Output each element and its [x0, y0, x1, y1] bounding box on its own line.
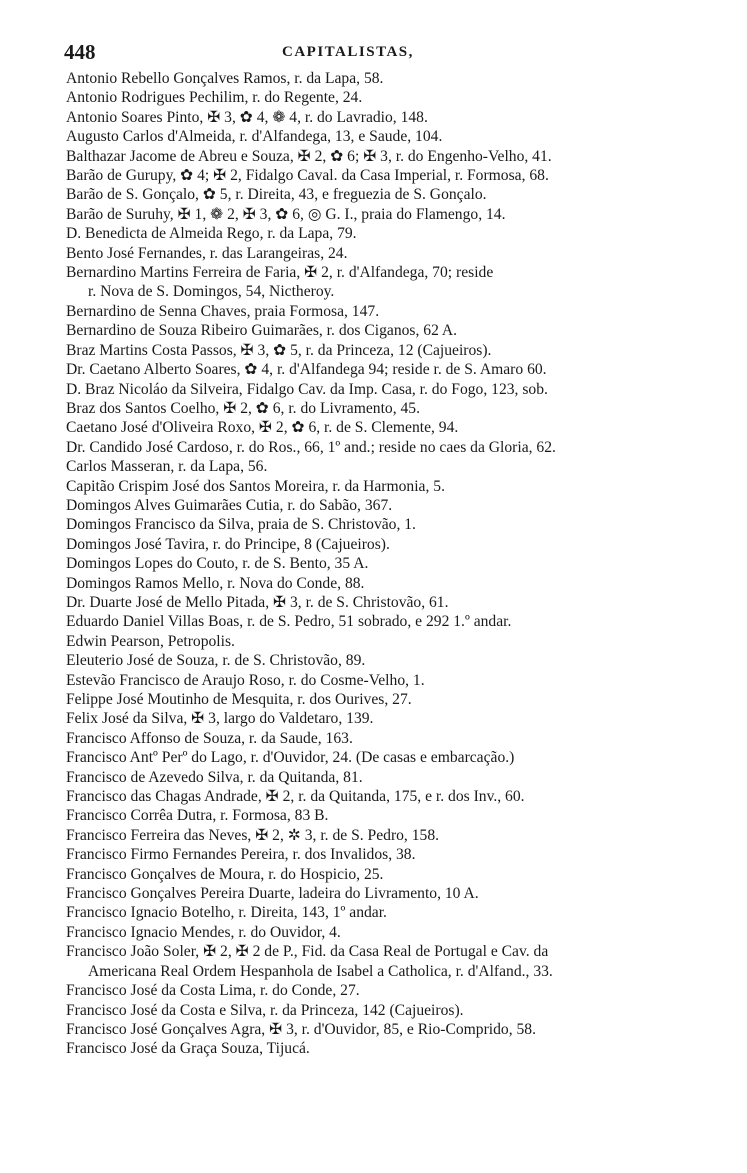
directory-entry: Caetano José d'Oliveira Roxo, ✠ 2, ✿ 6, r. de S. Clemente, 94.	[66, 419, 459, 437]
directory-entry: Barão de Gurupy, ✿ 4; ✠ 2, Fidalgo Caval. da Casa Imperial, r. Formosa, 68.	[66, 167, 549, 185]
directory-entry: Barão de S. Gonçalo, ✿ 5, r. Direita, 43, e freguezia de S. Gonçalo.	[66, 186, 487, 204]
directory-entry: Bernardino Martins Ferreira de Faria, ✠ 2, r. d'Alfandega, 70; reside	[66, 264, 494, 282]
directory-entry: Domingos José Tavira, r. do Principe, 8 (Cajueiros).	[66, 535, 390, 553]
page-number: 448	[64, 40, 96, 64]
directory-entry: D. Benedicta de Almeida Rego, r. da Lapa, 79.	[66, 225, 357, 243]
directory-entry: Eduardo Daniel Villas Boas, r. de S. Pedro, 51 sobrado, e 292 1.º andar.	[66, 613, 512, 631]
directory-entry: Francisco Firmo Fernandes Pereira, r. dos Invalidos, 38.	[66, 846, 416, 864]
directory-entry: Francisco das Chagas Andrade, ✠ 2, r. da Quitanda, 175, e r. dos Inv., 60.	[66, 788, 525, 806]
directory-entry: Bento José Fernandes, r. das Larangeiras, 24.	[66, 244, 348, 262]
directory-entry: Domingos Francisco da Silva, praia de S. Christovão, 1.	[66, 516, 416, 534]
directory-entry: Francisco João Soler, ✠ 2, ✠ 2 de P., Fid. da Casa Real de Portugal e Cav. da	[66, 943, 549, 961]
directory-entry: Dr. Candido José Cardoso, r. do Ros., 66, 1º and.; reside no caes da Gloria, 62.	[66, 438, 556, 456]
directory-entry: Felix José da Silva, ✠ 3, largo do Valdetaro, 139.	[66, 710, 374, 728]
page-header	[64, 40, 704, 66]
directory-entry: Carlos Masseran, r. da Lapa, 56.	[66, 458, 268, 476]
running-title: CAPITALISTAS,	[282, 44, 414, 60]
directory-entry: Francisco Ignacio Botelho, r. Direita, 143, 1º andar.	[66, 904, 387, 922]
directory-entry: Balthazar Jacome de Abreu e Souza, ✠ 2, ✿ 6; ✠ 3, r. do Engenho-Velho, 41.	[66, 147, 552, 165]
directory-entry: Barão de Suruhy, ✠ 1, ❁ 2, ✠ 3, ✿ 6, ◎ G. I., praia do Flamengo, 14.	[66, 205, 506, 223]
directory-entry: D. Braz Nicoláo da Silveira, Fidalgo Cav. da Imp. Casa, r. do Fogo, 123, sob.	[66, 380, 548, 398]
directory-entry: Capitão Crispim José dos Santos Moreira, r. da Harmonia, 5.	[66, 477, 445, 495]
directory-entry: Augusto Carlos d'Almeida, r. d'Alfandega, 13, e Saude, 104.	[66, 128, 443, 146]
directory-entry: Bernardino de Souza Ribeiro Guimarães, r. dos Ciganos, 62 A.	[66, 322, 458, 340]
directory-entry: Francisco José da Costa Lima, r. do Conde, 27.	[66, 982, 360, 1000]
directory-entry: Francisco José da Costa e Silva, r. da Princeza, 142 (Cajueiros).	[66, 1001, 464, 1019]
directory-entry-continuation: r. Nova de S. Domingos, 54, Nictheroy.	[88, 283, 335, 301]
directory-entry: Francisco Gonçalves Pereira Duarte, ladeira do Livramento, 10 A.	[66, 885, 479, 903]
directory-entry: Francisco Gonçalves de Moura, r. do Hospicio, 25.	[66, 865, 384, 883]
directory-entry: Eleuterio José de Souza, r. de S. Christovão, 89.	[66, 652, 366, 670]
directory-entry: Francisco Ferreira das Neves, ✠ 2, ✲ 3, r. de S. Pedro, 158.	[66, 826, 440, 844]
directory-entry-continuation: Americana Real Ordem Hespanhola de Isabel a Catholica, r. d'Alfand., 33.	[88, 962, 553, 980]
directory-entry: Francisco José Gonçalves Agra, ✠ 3, r. d'Ouvidor, 85, e Rio-Comprido, 58.	[66, 1020, 537, 1038]
directory-entry: Antonio Rebello Gonçalves Ramos, r. da Lapa, 58.	[66, 70, 384, 87]
directory-entry: Francisco José da Graça Souza, Tijucá.	[66, 1040, 310, 1058]
directory-entry: Domingos Ramos Mello, r. Nova do Conde, 88.	[66, 574, 365, 592]
directory-entry: Antonio Soares Pinto, ✠ 3, ✿ 4, ❁ 4, r. do Lavradio, 148.	[66, 108, 428, 126]
directory-entry: Felippe José Moutinho de Mesquita, r. dos Ourives, 27.	[66, 691, 412, 708]
directory-entry: Estevão Francisco de Araujo Roso, r. do Cosme-Velho, 1.	[66, 671, 425, 689]
directory-entry: Braz dos Santos Coelho, ✠ 2, ✿ 6, r. do Livramento, 45.	[66, 399, 420, 417]
directory-entry: Dr. Duarte José de Mello Pitada, ✠ 3, r. de S. Christovão, 61.	[66, 593, 449, 611]
directory-entry: Edwin Pearson, Petropolis.	[66, 632, 235, 650]
directory-entry: Francisco Antº Perº do Lago, r. d'Ouvidor, 24. (De casas e embarcação.)	[66, 749, 515, 767]
directory-entry-list	[66, 69, 716, 1059]
directory-entry: Domingos Alves Guimarães Cutia, r. do Sabão, 367.	[66, 496, 393, 514]
directory-entry: Francisco Ignacio Mendes, r. do Ouvidor, 4.	[66, 923, 341, 941]
directory-entry: Domingos Lopes do Couto, r. de S. Bento, 35 A.	[66, 555, 369, 573]
directory-entry: Antonio Rodrigues Pechilim, r. do Regente, 24.	[66, 89, 363, 107]
directory-entry: Francisco Affonso de Souza, r. da Saude, 163.	[66, 729, 353, 747]
directory-entry: Bernardino de Senna Chaves, praia Formosa, 147.	[66, 302, 380, 320]
directory-entry: Francisco Corrêa Dutra, r. Formosa, 83 B.	[66, 807, 329, 825]
directory-entry: Francisco de Azevedo Silva, r. da Quitanda, 81.	[66, 768, 363, 786]
directory-entry: Dr. Caetano Alberto Soares, ✿ 4, r. d'Alfandega 94; reside r. de S. Amaro 60.	[66, 361, 547, 379]
directory-entry: Braz Martins Costa Passos, ✠ 3, ✿ 5, r. da Princeza, 12 (Cajueiros).	[66, 341, 492, 359]
